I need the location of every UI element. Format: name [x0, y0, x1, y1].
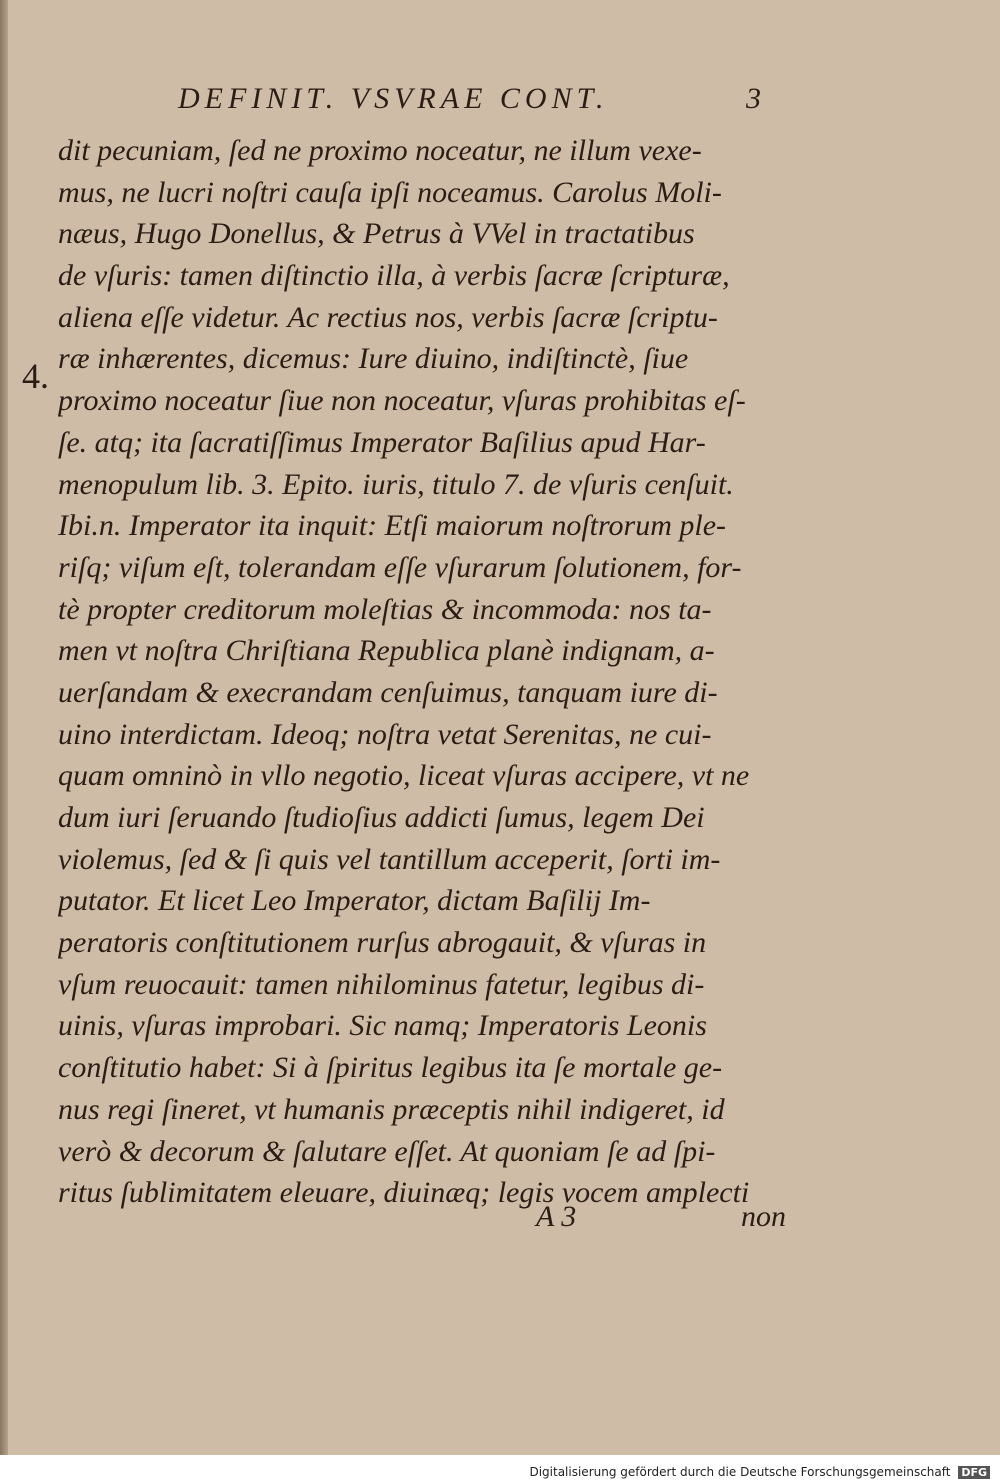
text-line: peratoris conſtitutionem rurſus abrogauit, & vſuras in — [58, 926, 707, 960]
text-line: verò & decorum & ſalutare eſſet. At quoniam ſe ad ſpi- — [58, 1134, 716, 1168]
text-line: ritus ſublimitatem eleuare, diuinæq; legis vocem amplecti — [58, 1176, 750, 1210]
text-line: ſe. atq; ita ſacratiſſimus Imperator Baſilius apud Har- — [58, 425, 706, 459]
text-line: dit pecuniam, ſed ne proximo noceatur, ne illum vexe- — [58, 134, 702, 167]
text-line: conſtitutio habet: Si à ſpiritus legibus ita ſe mortale ge- — [58, 1051, 723, 1085]
signature-mark: A 3 — [536, 1200, 577, 1233]
text-line: violemus, ſed & ſi quis vel tantillum acceperit, ſorti im- — [58, 842, 721, 876]
body-text — [58, 130, 786, 1214]
text-line: uerſandam & execrandam cenſuimus, tanquam iure di- — [58, 675, 718, 709]
funding-credit — [529, 1465, 990, 1479]
text-line: nus regi ſineret, vt humanis præceptis nihil indigeret, id — [58, 1092, 725, 1126]
text-line: uinis, vſuras improbari. Sic namq; Imperatoris Leonis — [58, 1009, 707, 1043]
text-line: dum iuri ſeruando ſtudioſius addicti ſumus, legem Dei — [58, 801, 705, 834]
text-line: Ibi.n. Imperator ita inquit: Etſi maiorum noſtrorum ple- — [58, 509, 727, 543]
text-line: uino interdictam. Ideoq; noſtra vetat Serenitas, ne cui- — [58, 717, 712, 751]
text-line: næus, Hugo Donellus, & Petrus à VVel in tractatibus — [58, 217, 695, 251]
page-footer-marks — [536, 1200, 786, 1244]
text-line: de vſuris: tamen diſtinctio illa, à verbis ſacræ ſcripturæ, — [58, 259, 730, 293]
credit-text: Digitalisierung gefördert durch die Deutsche Forschungsgemeinschaft — [529, 1465, 951, 1479]
text-line: tè propter creditorum moleſtias & incommoda: nos ta- — [58, 592, 712, 626]
text-line: ræ inhærentes, dicemus: Iure diuino, indiſtinctè, ſiue — [58, 342, 689, 376]
text-line: aliena eſſe videtur. Ac rectius nos, verbis ſacræ ſcriptu- — [58, 300, 718, 334]
text-line: quam omninò in vllo negotio, liceat vſuras accipere, vt ne — [58, 759, 750, 793]
page-number: 3 — [746, 82, 761, 115]
text-line: riſq; viſum eſt, tolerandam eſſe vſurarum ſolutionem, for- — [58, 550, 742, 584]
dfg-logo-icon: DFG — [958, 1466, 990, 1479]
catchword: non — [741, 1200, 786, 1233]
text-line: vſum reuocauit: tamen nihilominus fatetur, legibus di- — [58, 967, 705, 1001]
text-line: proximo noceatur ſiue non noceatur, vſuras prohibitas eſ- — [58, 384, 746, 418]
text-line: putator. Et licet Leo Imperator, dictam Baſilij Im- — [58, 884, 651, 918]
running-header — [178, 82, 778, 122]
text-line: men vt noſtra Chriſtiana Republica planè indignam, a- — [58, 634, 715, 668]
running-title: DEFINIT. VSVRAE CONT. — [178, 82, 609, 115]
digitization-footer — [0, 1455, 1000, 1483]
book-page — [8, 0, 1000, 1455]
text-line: menopulum lib. 3. Epito. iuris, titulo 7. de vſuris cenſuit. — [58, 467, 734, 501]
margin-note: 4. — [22, 356, 49, 396]
text-line: mus, ne lucri noſtri cauſa ipſi noceamus. Carolus Moli- — [58, 175, 722, 209]
